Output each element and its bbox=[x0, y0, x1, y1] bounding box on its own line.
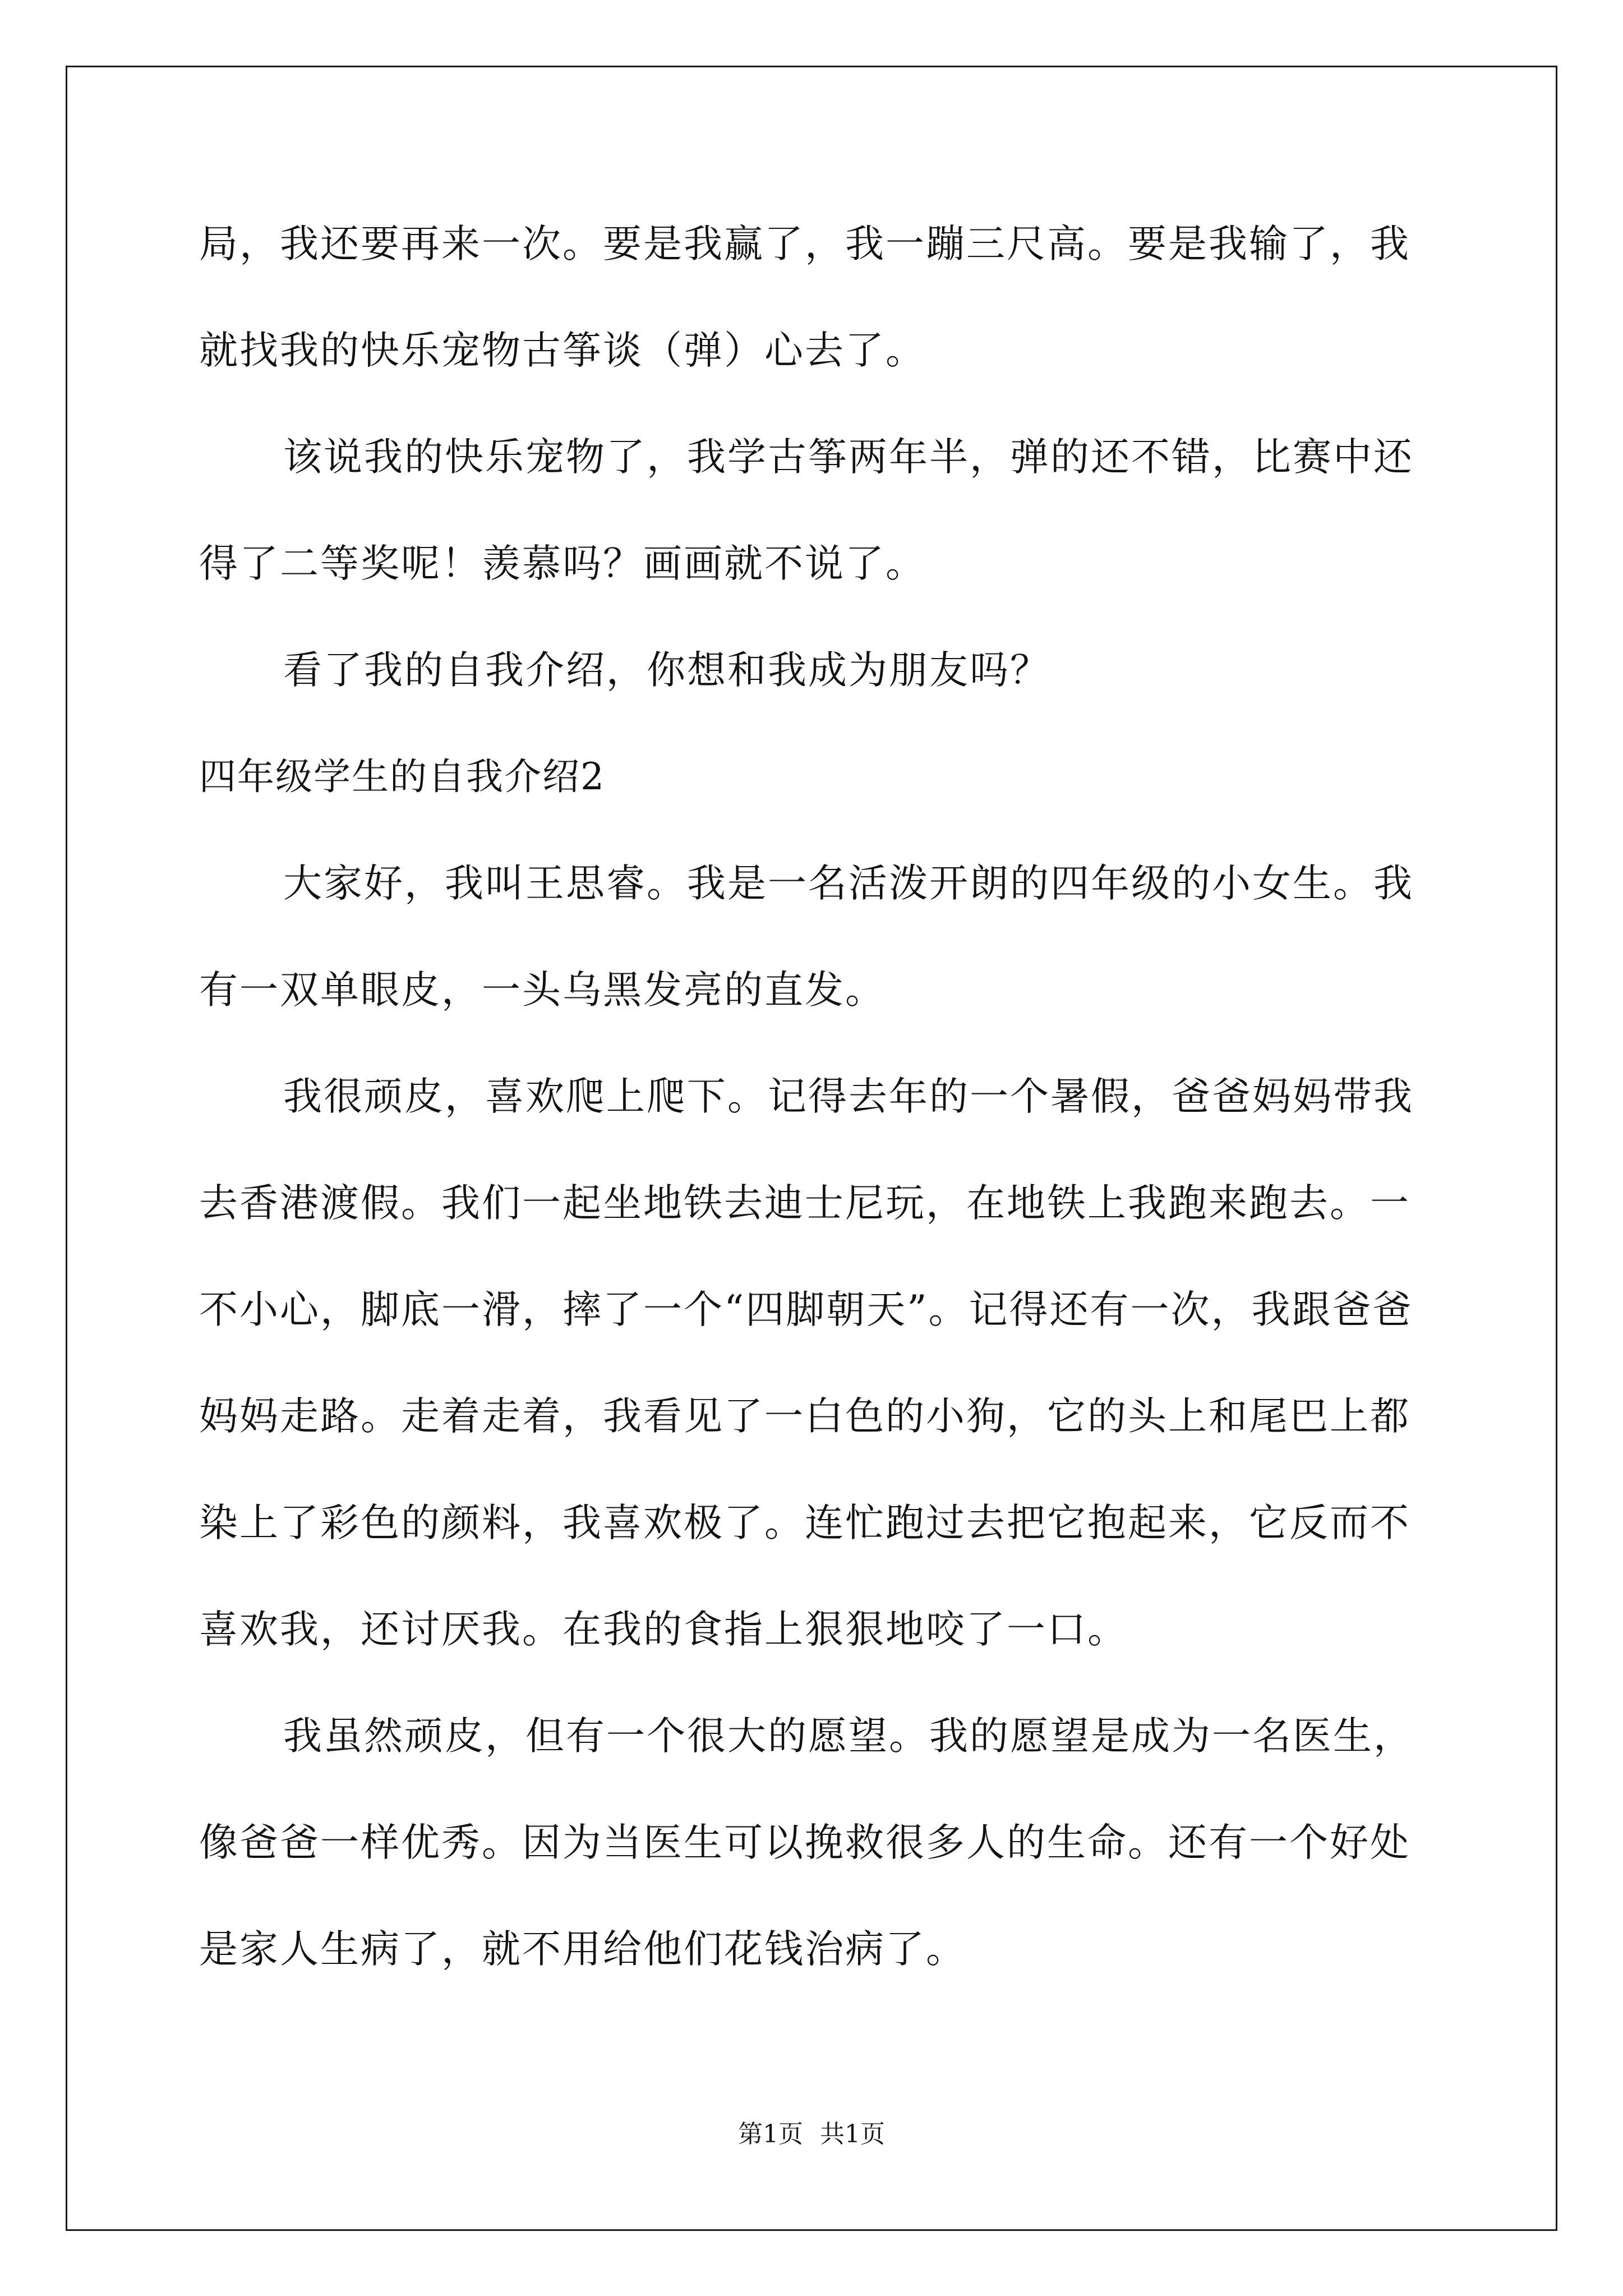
paragraph-line: 看了我的自我介绍，你想和我成为朋友吗？ bbox=[283, 648, 1050, 693]
paragraph-line: 不小心，脚底一滑，摔了一个“四脚朝天”。记得还有一次，我跟爸爸 bbox=[199, 1287, 1413, 1332]
paragraph-line: 大家好，我叫王思睿。我是一名活泼开朗的四年级的小女生。我 bbox=[283, 861, 1414, 906]
section-heading: 四年级学生的自我介绍2 bbox=[199, 755, 605, 798]
paragraph-line: 得了二等奖呢！羡慕吗？画画就不说了。 bbox=[199, 541, 926, 586]
paragraph-line: 我很顽皮，喜欢爬上爬下。记得去年的一个暑假，爸爸妈妈带我 bbox=[283, 1074, 1414, 1119]
paragraph-line: 该说我的快乐宠物了，我学古筝两年半，弹的还不错，比赛中还 bbox=[283, 435, 1414, 480]
paragraph-line: 就找我的快乐宠物古筝谈（弹）心去了。 bbox=[199, 328, 926, 373]
page-border bbox=[66, 66, 1557, 2231]
paragraph-line: 局，我还要再来一次。要是我赢了，我一蹦三尺高。要是我输了，我 bbox=[199, 222, 1410, 266]
paragraph-line: 我虽然顽皮，但有一个很大的愿望。我的愿望是成为一名医生， bbox=[283, 1714, 1414, 1759]
page-footer bbox=[0, 2118, 1623, 2151]
page-number: 第1页 bbox=[738, 2120, 803, 2148]
paragraph-line: 喜欢我，还讨厌我。在我的食指上狠狠地咬了一口。 bbox=[199, 1607, 1128, 1652]
paragraph-line: 染上了彩色的颜料，我喜欢极了。连忙跑过去把它抱起来，它反而不 bbox=[199, 1501, 1410, 1545]
paragraph-line: 有一双单眼皮，一头乌黑发亮的直发。 bbox=[199, 968, 886, 1013]
paragraph-line: 妈妈走路。走着走着，我看见了一白色的小狗，它的头上和尾巴上都 bbox=[199, 1394, 1410, 1439]
paragraph-line: 去香港渡假。我们一起坐地铁去迪士尼玩，在地铁上我跑来跑去。一 bbox=[199, 1181, 1410, 1226]
page-total: 共1页 bbox=[820, 2120, 885, 2148]
paragraph-line: 像爸爸一样优秀。因为当医生可以挽救很多人的生命。还有一个好处 bbox=[199, 1820, 1410, 1865]
paragraph-line: 是家人生病了，就不用给他们花钱治病了。 bbox=[199, 1927, 966, 1972]
